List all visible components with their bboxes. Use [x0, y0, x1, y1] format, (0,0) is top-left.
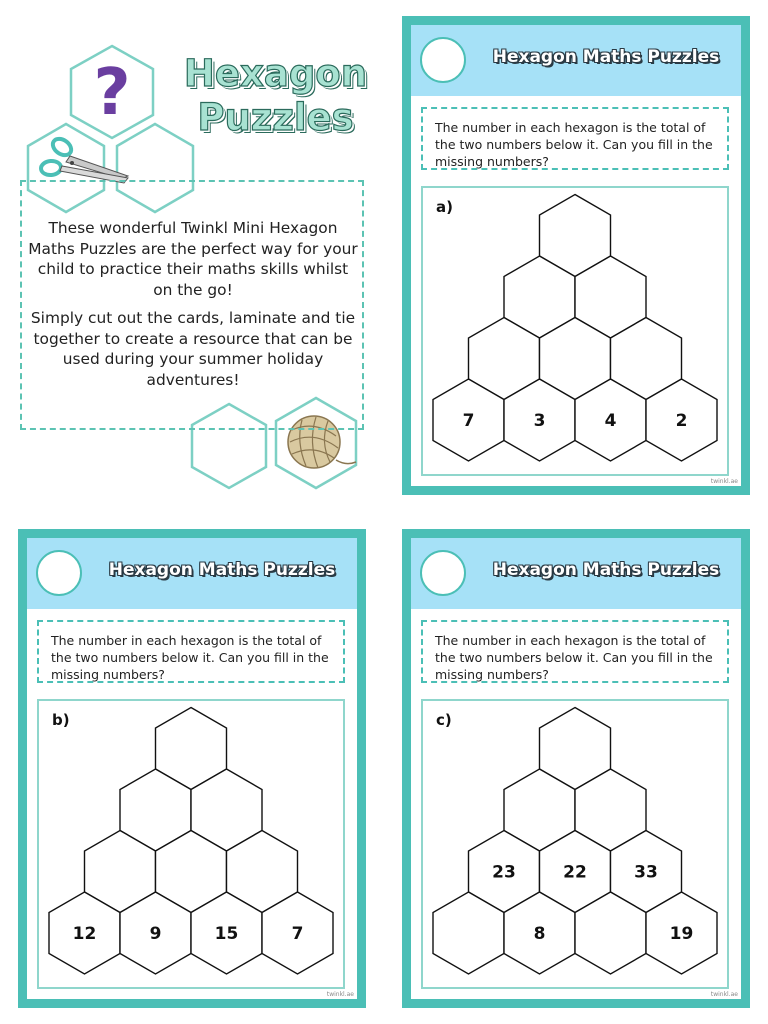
puzzle-label: b)	[52, 711, 70, 729]
card-header	[411, 25, 741, 96]
card-header-circle	[36, 550, 82, 596]
hexagon-number-r3-c0: 12	[72, 924, 97, 944]
watermark: twinkl.ae	[710, 478, 738, 485]
hexagon-pyramid	[423, 188, 727, 474]
card-instructions: The number in each hexagon is the total of the two numbers below it. Can you fill in the missing numbers?	[421, 620, 729, 683]
hexagon-number-r3-c1: 3	[533, 411, 546, 431]
card-header	[27, 538, 357, 609]
card-title: Hexagon Maths Puzzles	[492, 560, 720, 580]
intro-panel	[0, 0, 384, 512]
intro-title-line1: Hexagon	[183, 52, 368, 95]
intro-title-line2: Puzzles	[197, 96, 354, 139]
hexagon-number-r3-c1: 9	[149, 924, 162, 944]
hexagon-number-r2-c0: 23	[492, 862, 516, 883]
watermark: twinkl.ae	[326, 991, 354, 998]
hexagon-number-r3-c3: 7	[291, 924, 304, 944]
puzzle-card-b	[18, 529, 366, 1008]
hexagon-pyramid	[39, 701, 343, 987]
puzzle-card-a	[402, 16, 750, 495]
intro-description	[28, 218, 358, 398]
card-instructions: The number in each hexagon is the total of the two numbers below it. Can you fill in the missing numbers?	[37, 620, 345, 683]
watermark: twinkl.ae	[710, 991, 738, 998]
hexagon-number-r3-c2: 15	[214, 924, 239, 944]
card-header-circle	[420, 37, 466, 83]
intro-title	[178, 52, 373, 140]
puzzle-label: a)	[436, 198, 453, 216]
puzzle-area	[37, 699, 345, 989]
hexagon-pyramid	[423, 701, 727, 987]
card-title: Hexagon Maths Puzzles	[108, 560, 336, 580]
hexagon-number-r3-c2: 4	[604, 411, 617, 431]
hexagon-number-r2-c1: 22	[563, 862, 587, 883]
hexagon-number-r3-c1: 8	[533, 924, 546, 944]
intro-paragraph-2: Simply cut out the cards, laminate and tie together to create a resource that can be used during your summer holiday adventures!	[30, 309, 356, 389]
card-title: Hexagon Maths Puzzles	[492, 47, 720, 67]
question-mark-icon: ?	[93, 56, 131, 130]
card-instructions: The number in each hexagon is the total of the two numbers below it. Can you fill in the missing numbers?	[421, 107, 729, 170]
puzzle-card-c	[402, 529, 750, 1008]
hexagon-number-r2-c2: 33	[634, 862, 658, 883]
hexagon-number-r3-c3: 2	[675, 411, 688, 431]
hexagon-number-r3-c0: 7	[462, 411, 475, 431]
puzzle-area	[421, 186, 729, 476]
card-header-circle	[420, 550, 466, 596]
intro-paragraph-1: These wonderful Twinkl Mini Hexagon Maths Puzzles are the perfect way for your child to practice their maths skills whilst on the go!	[28, 219, 358, 299]
hexagon-number-r3-c3: 19	[669, 924, 694, 944]
card-header	[411, 538, 741, 609]
puzzle-label: c)	[436, 711, 452, 729]
puzzle-area	[421, 699, 729, 989]
